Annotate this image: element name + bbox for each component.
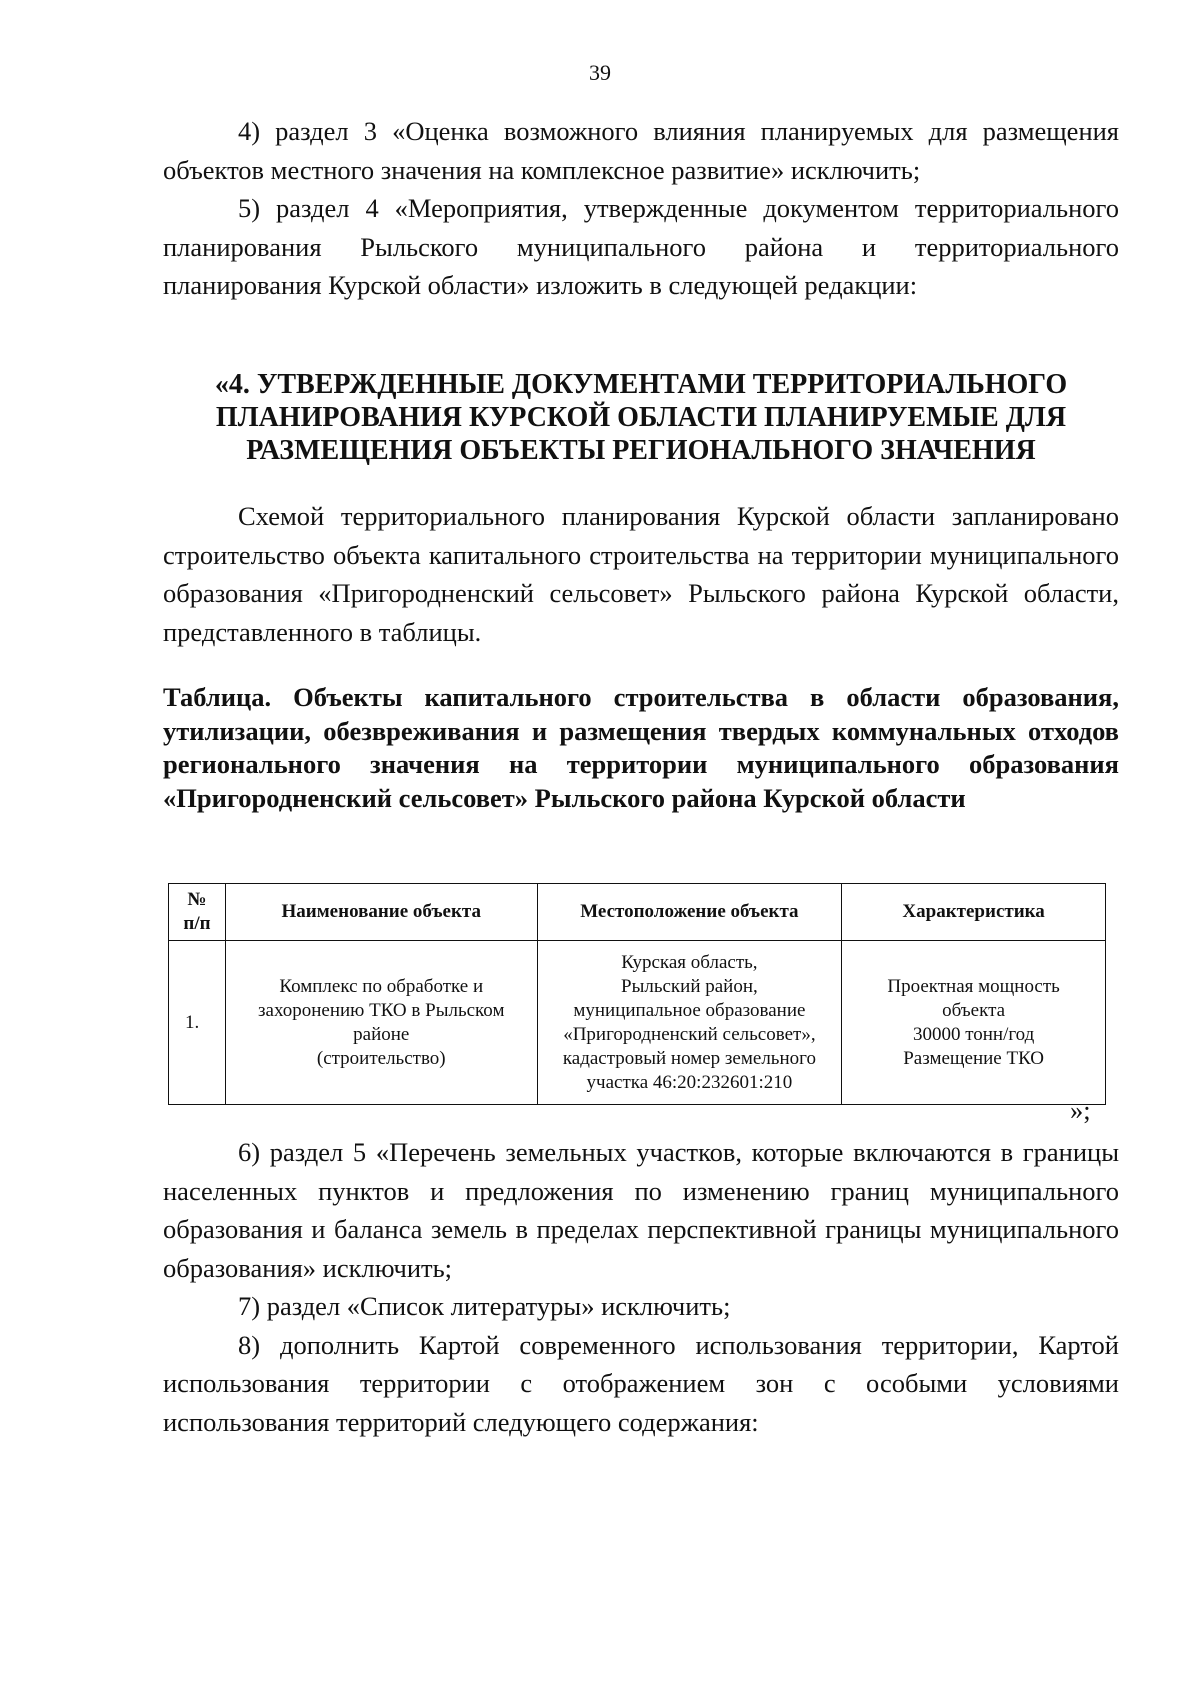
cell-line: Размещение ТКО xyxy=(903,1047,1045,1069)
cell-line: захоронению ТКО в Рыльском xyxy=(258,999,505,1021)
cell-line: Рыльский район, xyxy=(621,975,758,997)
section-heading-line: РАЗМЕЩЕНИЯ ОБЪЕКТЫ РЕГИОНАЛЬНОГО ЗНАЧЕНИЯ xyxy=(246,435,1036,466)
header-number-line: п/п xyxy=(183,913,211,934)
cell-line: «Пригородненский сельсовет», xyxy=(563,1023,816,1045)
amendment-items-bottom xyxy=(163,1133,1119,1441)
table-header-row xyxy=(169,884,1106,941)
objects-table xyxy=(168,883,1106,1105)
header-number xyxy=(169,884,226,941)
intro-paragraph: Схемой территориального планирования Курской области запланировано строительство объекта капитального строительства на территории муниципального образования «Пригородненский сельсовет» Рыльского района Курской области, представленного в таблицы. xyxy=(163,501,1119,647)
row-object-location xyxy=(537,941,842,1105)
amendment-items-top xyxy=(163,112,1119,305)
cell-line: муниципальное образование xyxy=(573,999,806,1021)
amendment-item-4: 4) раздел 3 «Оценка возможного влияния планируемых для размещения объектов местного значения на комплексное развитие» исключить; xyxy=(163,116,1119,185)
cell-line: (строительство) xyxy=(316,1047,446,1069)
row-object-name xyxy=(225,941,537,1105)
cell-line: кадастровый номер земельного xyxy=(562,1047,816,1069)
table-row xyxy=(169,941,1106,1105)
cell-line: Комплекс по обработке и xyxy=(279,975,484,997)
cell-line: 30000 тонн/год xyxy=(912,1023,1035,1045)
page-number: 39 xyxy=(589,60,611,85)
amendment-item-6: 6) раздел 5 «Перечень земельных участков, которые включаются в границы населенных пунктов и предложения по изменению границ муниципального образования и баланса земель в пределах перспективной границы муниципального образования» исключить; xyxy=(163,1137,1119,1283)
section-heading xyxy=(163,368,1119,467)
header-object-location: Местоположение объекта xyxy=(537,884,842,941)
header-object-name: Наименование объекта xyxy=(225,884,537,941)
amendment-item-5: 5) раздел 4 «Мероприятия, утвержденные документом территориального планирования Рыльского муниципального района и территориального планирования Курской области» изложить в следующей редакции: xyxy=(163,193,1119,300)
section-heading-line: ПЛАНИРОВАНИЯ КУРСКОЙ ОБЛАСТИ ПЛАНИРУЕМЫЕ ДЛЯ xyxy=(215,402,1067,433)
cell-line: участка 46:20:232601:210 xyxy=(586,1071,793,1093)
cell-line: Курская область, xyxy=(621,951,758,973)
intro-block xyxy=(163,497,1119,651)
table-close-quote: »; xyxy=(1070,1095,1091,1125)
header-number-line: № xyxy=(187,889,207,910)
cell-line: районе xyxy=(353,1023,410,1045)
amendment-item-7: 7) раздел «Список литературы» исключить; xyxy=(238,1291,731,1321)
section-heading-line: «4. УТВЕРЖДЕННЫЕ ДОКУМЕНТАМИ ТЕРРИТОРИАЛЬНОГО xyxy=(214,369,1068,400)
row-number: 1. xyxy=(169,941,226,1105)
amendment-item-8: 8) дополнить Картой современного использования территории, Картой использования территории с отображением зон с особыми условиями использования территорий следующего содержания: xyxy=(163,1329,1119,1437)
cell-line: Проектная мощность xyxy=(887,975,1060,997)
table-title: Таблица. Объекты капитального строительства в области образования, утилизации, обезвреживания и размещения твердых коммунальных отходов регионального значения на территории муниципального образования «Пригородненский сельсовет» Рыльского района Курской области xyxy=(163,682,1119,813)
row-characteristic xyxy=(842,941,1106,1105)
header-characteristic: Характеристика xyxy=(842,884,1106,941)
cell-line: объекта xyxy=(942,999,1006,1021)
